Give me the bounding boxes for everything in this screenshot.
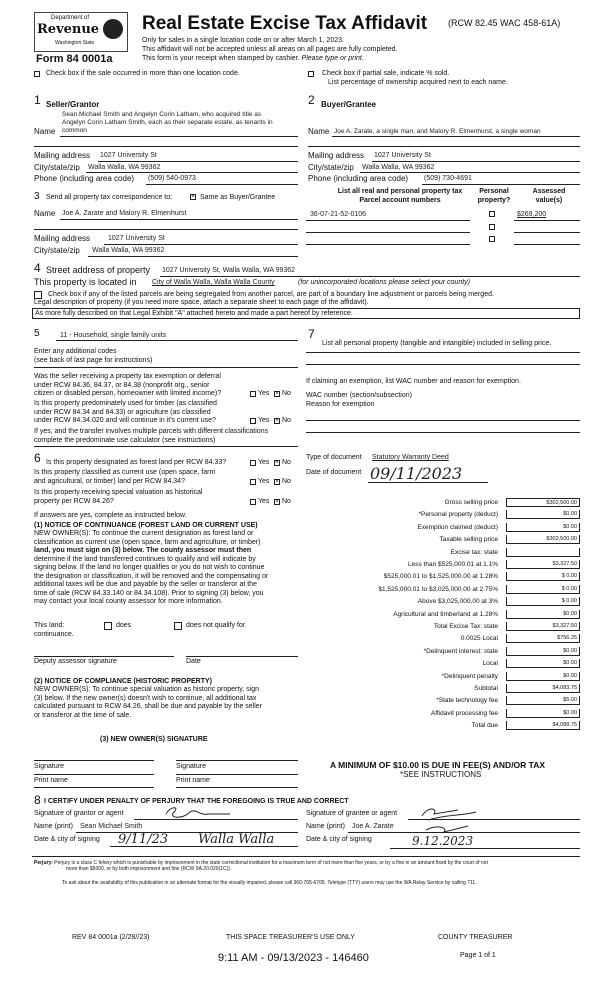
buyer-city-label: City/state/zip bbox=[308, 163, 354, 172]
grantee-sig-label: Signature of grantee or agent bbox=[306, 810, 398, 817]
correspondence-label: Send all property tax correspondence to: bbox=[46, 194, 173, 201]
s6-q1: Is this property designated as forest land per RCW 84.33? bbox=[46, 459, 227, 466]
seller-phone-value[interactable]: (509) 540-0973 bbox=[148, 175, 196, 182]
logo-line-3: Washington State bbox=[55, 40, 95, 46]
calc-row bbox=[306, 535, 582, 546]
logo-emblem-icon bbox=[103, 19, 123, 39]
street-value[interactable]: 1027 University St, Walla Walla, WA 99362 bbox=[162, 267, 296, 274]
s6-q3-yes-label: Yes bbox=[258, 498, 270, 505]
section-4-number: 4 bbox=[34, 261, 41, 275]
rev-number: REV 84 0001a (2/28//23) bbox=[72, 934, 150, 941]
calc-label: 0.0025 Local bbox=[460, 635, 498, 643]
s6-q3-no-checkbox[interactable]: × bbox=[275, 499, 279, 505]
calc-value[interactable]: $0.00 bbox=[506, 647, 580, 656]
notice-compliance-head: (2) NOTICE OF COMPLIANCE (HISTORIC PROPERTY) bbox=[34, 678, 212, 685]
s6-q3: Is this property receiving special valuation as historical property per RCW 84.26? bbox=[34, 489, 203, 505]
logo-line-1: Department of bbox=[51, 15, 90, 21]
calc-value[interactable]: $ 0.00 bbox=[506, 597, 580, 606]
calc-row bbox=[306, 721, 582, 732]
page-title: Real Estate Excise Tax Affidavit bbox=[142, 13, 428, 34]
personal-property-checkbox-3[interactable] bbox=[489, 236, 495, 242]
section-6-number: 6 bbox=[34, 451, 41, 465]
buyer-heading: Buyer/Grantee bbox=[321, 100, 377, 109]
corr-mail-label: Mailing address bbox=[34, 234, 91, 243]
calc-row bbox=[306, 597, 582, 608]
grantor-date-label: Date & city of signing bbox=[34, 836, 100, 843]
section-1-number: 1 bbox=[34, 93, 41, 107]
calc-value[interactable]: $0.00 bbox=[506, 510, 580, 519]
calc-label: $1,525,000.01 to $3,025,000.00 at 2.75% bbox=[378, 585, 498, 593]
personal-property-checkbox-2[interactable] bbox=[489, 224, 495, 230]
calc-value[interactable]: $0.00 bbox=[506, 709, 580, 718]
deputy-sig-label: Deputy assessor signature bbox=[34, 658, 117, 665]
calc-row bbox=[306, 548, 582, 559]
cashier-stamp: 9:11 AM - 09/13/2023 - 146460 bbox=[218, 952, 369, 964]
calc-value[interactable]: $5.00 bbox=[506, 696, 580, 705]
new-owner-sig-head: (3) NEW OWNER(S) SIGNATURE bbox=[100, 736, 208, 743]
s5-q1: Was the seller receiving a property tax exemption or deferral under RCW 84.36, 84.37, or 84.38 (nonprofit org., senior citizen or disabled person, homeowner with limited income)? bbox=[34, 373, 222, 397]
buyer-name-value[interactable]: Joe A. Zarate, a single man, and Malory R. Elmenhurst, a single woman bbox=[334, 128, 541, 135]
calc-label: Less than $525,000.01 at 1.1% bbox=[408, 561, 498, 568]
page-number: Page 1 of 1 bbox=[460, 952, 496, 959]
buyer-phone-value[interactable]: (509) 730-4691 bbox=[424, 175, 472, 182]
personal-property-label: List all personal property (tangible and intangible) included in selling price. bbox=[322, 340, 552, 347]
calc-label: Agricultural and timberland at 1.28% bbox=[393, 610, 498, 618]
multi-location-label: Check box if the sale occurred in more than one location code. bbox=[46, 70, 240, 77]
notice-compliance-body: NEW OWNER(S): To continue special valuation as historic property, sign (3) below. If the new owner(s) doesn't wish to continue, all additional tax calculated pursuant to RCW 84.26, shall be due and payable by the seller or transferor at the time of sale. bbox=[34, 686, 263, 719]
assessed-value-1[interactable]: $269,200 bbox=[517, 211, 547, 218]
calc-label: *Personal property (deduct) bbox=[418, 511, 498, 519]
grantee-date-label: Date & city of signing bbox=[306, 836, 372, 843]
parcel-number-1[interactable]: 36-07-21-52-0106 bbox=[310, 211, 367, 218]
seller-name-1: Sean Michael Smith and Angelyn Corin Latham, who acquired title as bbox=[62, 111, 262, 118]
s5-q2-no-label: No bbox=[282, 417, 291, 424]
calc-row bbox=[306, 523, 582, 534]
buyer-city-value[interactable]: Walla Walla, WA 99362 bbox=[362, 164, 435, 171]
located-note: (for unincorporated locations please select your county) bbox=[298, 279, 470, 286]
s6-q2-no-label: No bbox=[282, 478, 291, 485]
calc-row bbox=[306, 498, 582, 509]
parcel-col2-head: Personal property? bbox=[477, 188, 511, 204]
calc-row bbox=[306, 709, 582, 720]
calc-label: Gross selling price bbox=[444, 499, 498, 506]
calc-label: Exemption claimed (deduct) bbox=[417, 523, 498, 531]
street-label: Street address of property bbox=[46, 265, 151, 275]
grantee-date-value[interactable]: 9.12.2023 bbox=[412, 834, 474, 848]
segregated-label: Check box if any of the listed parcels are being segregated from another parcel, are part of a boundary line adjustment or parcels being merged. bbox=[48, 291, 494, 298]
doc-date-label: Date of document bbox=[306, 469, 362, 476]
corr-mail-value[interactable]: 1027 University St bbox=[108, 235, 165, 242]
owner-print-label-2: Print name bbox=[176, 777, 210, 784]
calc-label: Above $3,025,000.00 at 3% bbox=[417, 598, 498, 606]
grantee-name-value[interactable]: Joe A. Zarate bbox=[352, 823, 394, 830]
dor-logo bbox=[34, 12, 128, 52]
accessibility-text: To ask about the availability of this publication in an alternate format for the visually impaired, please call 360-705-6705. Teletype (TTY) users may use the WA Relay Service by calling 711. bbox=[62, 880, 477, 886]
calc-label: $525,000.01 to $1,525,000.00 at 1.28% bbox=[383, 573, 498, 581]
seller-city-label: City/state/zip bbox=[34, 163, 80, 172]
corr-city-value[interactable]: Walla Walla, WA 99362 bbox=[92, 247, 165, 254]
segregated-checkbox[interactable] bbox=[34, 291, 42, 299]
seller-name-2: Angelyn Corin Latham Smith, each as their separate estate, as tenants in bbox=[62, 119, 273, 126]
calc-label: *State technology fee bbox=[436, 697, 498, 705]
reason-label: Reason for exemption bbox=[306, 401, 375, 408]
calc-row bbox=[306, 684, 582, 695]
exemption-label: If claiming an exemption, list WAC number and reason for exemption. bbox=[306, 378, 521, 385]
seller-city-value[interactable]: Walla Walla, WA 99362 bbox=[88, 164, 161, 171]
notice-continuance-head: (1) NOTICE OF CONTINUANCE (FOREST LAND OR CURRENT USE) bbox=[34, 522, 258, 529]
header-sub-3: This form is your receipt when stamped by cashier. Please type or print. bbox=[142, 55, 364, 62]
calc-row bbox=[306, 572, 582, 583]
land-does-not-checkbox[interactable] bbox=[174, 622, 182, 630]
buyer-name-label: Name bbox=[308, 127, 330, 136]
s6-q1-no-checkbox[interactable]: × bbox=[275, 460, 279, 466]
calc-label: *Delinquent interest: state bbox=[423, 647, 498, 655]
calc-label: Subtotal bbox=[474, 685, 498, 692]
calc-row bbox=[306, 585, 582, 596]
partial-sale-checkbox[interactable] bbox=[308, 71, 314, 77]
s5-note: If yes, and the transfer involves multiple parcels with different classifications complete the predominate use calculator (see instructions) bbox=[34, 428, 269, 444]
calc-value[interactable]: $302,500.00 bbox=[506, 498, 580, 507]
grantor-name-label: Name (print) bbox=[34, 823, 73, 830]
calc-value[interactable]: $4,088.75 bbox=[506, 721, 580, 730]
legal-description-value: As more fully described on that Legal Exhibit "A" attached hereto and made a part hereof by reference. bbox=[35, 310, 353, 317]
calc-value[interactable]: $4,083.75 bbox=[506, 684, 580, 693]
calc-label: Total due bbox=[471, 722, 498, 730]
land-does-not-label: does not qualify for bbox=[186, 622, 246, 629]
calc-label: Taxable selling price bbox=[439, 536, 498, 544]
s6-q2: Is this property classified as current use (open space, farm and agricultural, or timber) land per RCW 84.34? bbox=[34, 469, 216, 485]
calc-value[interactable]: $0.00 bbox=[506, 610, 580, 619]
corr-name-label: Name bbox=[34, 209, 56, 218]
section-3-number: 3 bbox=[34, 191, 40, 202]
see-instructions: *SEE INSTRUCTIONS bbox=[400, 770, 482, 779]
seller-name-3[interactable]: common bbox=[62, 127, 87, 134]
grantee-name-label: Name (print) bbox=[306, 823, 345, 830]
calc-value[interactable]: $3,327.50 bbox=[506, 622, 580, 631]
logo-line-2: Revenue bbox=[37, 22, 100, 37]
s5-q2-yes-label: Yes bbox=[258, 417, 270, 424]
section-2-number: 2 bbox=[308, 93, 315, 107]
minimum-due-note: A MINIMUM OF $10.00 IS DUE IN FEE(S) AND/OR TAX bbox=[330, 760, 546, 770]
calc-label: Local bbox=[482, 660, 498, 668]
same-as-buyer-checkbox[interactable]: × bbox=[191, 194, 195, 200]
grantor-signature[interactable] bbox=[160, 802, 240, 822]
legal-label: Legal description of property (if you need more space, attach a separate sheet to each page of the affidavit). bbox=[34, 299, 369, 306]
calc-value[interactable]: $0.00 bbox=[506, 523, 580, 532]
use-code-value[interactable]: 11 - Household, single family units bbox=[60, 332, 167, 339]
section-8-number: 8 bbox=[34, 793, 41, 807]
personal-property-checkbox-1[interactable] bbox=[489, 211, 495, 217]
add-codes-label: Enter any additional codes (see back of last page for instructions) bbox=[34, 348, 153, 364]
calc-value[interactable]: $ 0.00 bbox=[506, 572, 580, 581]
owner-print-label-1: Print name bbox=[34, 777, 68, 784]
section-7-number: 7 bbox=[308, 327, 315, 341]
partial-sale-label: Check box if partial sale, indicate % sold. bbox=[322, 70, 450, 77]
parcel-col3-head: Assessed value(s) bbox=[532, 188, 566, 204]
this-land-label: This land: continuance. bbox=[34, 622, 74, 638]
partial-pct-label: List percentage of ownership acquired next to each name. bbox=[328, 79, 508, 86]
s5-q1-yes-checkbox[interactable] bbox=[250, 391, 256, 397]
located-label: This property is located in bbox=[34, 277, 137, 287]
section-5-number: 5 bbox=[34, 328, 40, 339]
wac-label: WAC number (section/subsection) bbox=[306, 392, 412, 399]
calc-label: Excise tax: state bbox=[450, 548, 498, 556]
s5-q1-no-checkbox[interactable]: × bbox=[275, 391, 279, 397]
seller-mail-value[interactable]: 1027 University St bbox=[100, 152, 157, 159]
s6-q2-yes-label: Yes bbox=[258, 478, 270, 485]
calc-row bbox=[306, 634, 582, 645]
s6-q1-no-label: No bbox=[282, 459, 291, 466]
s6-q3-yes-checkbox[interactable] bbox=[250, 499, 256, 505]
calc-label: Affidavit processing fee bbox=[430, 709, 498, 717]
calc-row bbox=[306, 610, 582, 621]
deputy-date-label: Date bbox=[186, 658, 201, 665]
owner-sig-label-1: Signature bbox=[34, 763, 64, 770]
s6-q1-yes-label: Yes bbox=[258, 459, 270, 466]
s5-q1-no-label: No bbox=[282, 390, 291, 397]
corr-city-label: City/state/zip bbox=[34, 246, 80, 255]
doc-type-label: Type of document bbox=[306, 454, 362, 461]
calc-value[interactable]: $0.00 bbox=[506, 672, 580, 681]
seller-name-label: Name bbox=[34, 127, 56, 136]
calc-row bbox=[306, 696, 582, 707]
calc-value[interactable]: $ 0.00 bbox=[506, 585, 580, 594]
doc-date-value[interactable]: 09/11/2023 bbox=[370, 464, 463, 483]
calc-value[interactable]: $302,500.00 bbox=[506, 535, 580, 544]
grantor-sig-label: Signature of grantor or agent bbox=[34, 810, 124, 817]
land-does-label: does bbox=[116, 622, 132, 629]
citation: (RCW 82.45 WAC 458-61A) bbox=[448, 18, 561, 28]
header-sub-1: Only for sales in a single location code on or after March 1, 2023. bbox=[142, 37, 344, 44]
buyer-mail-label: Mailing address bbox=[308, 151, 365, 160]
calc-row bbox=[306, 510, 582, 521]
s6-answers: If answers are yes, complete as instructed below. bbox=[34, 512, 187, 519]
county-treasurer: COUNTY TREASURER bbox=[438, 934, 513, 941]
s5-q1-yes-label: Yes bbox=[258, 390, 270, 397]
calc-row bbox=[306, 560, 582, 571]
corr-name-value[interactable]: Joe A. Zarate and Malory R. Elmenhurst bbox=[62, 210, 187, 217]
owner-sig-label-2: Signature bbox=[176, 763, 206, 770]
grantor-date-value[interactable]: 9/11/23 bbox=[118, 832, 169, 847]
multi-location-checkbox[interactable] bbox=[34, 71, 40, 77]
grantor-name-value[interactable]: Sean Michael Smith bbox=[80, 823, 143, 830]
calc-row bbox=[306, 672, 582, 683]
located-value[interactable]: City of Walla Walla, Walla Walla County bbox=[152, 279, 275, 286]
buyer-mail-value[interactable]: 1027 University St bbox=[374, 152, 431, 159]
calc-row bbox=[306, 622, 582, 633]
s6-q3-no-label: No bbox=[282, 498, 291, 505]
seller-mail-label: Mailing address bbox=[34, 151, 91, 160]
notice-continuance-body: NEW OWNER(S): To continue the current designation as forest land or classification as current use (open space, farm and agriculture, or timber) land, you must sign on (3) below. The county assessor must then determine if the land transferred continues to qualify and will indicate by signing below. If the land no longer qualifies or you do not wish to continue the designation or classification, it will be removed and the compensating or additional taxes will be due and payable by the seller or transferor at the time of sale (RCW 84.33.140 or 84.34.108). Prior to signing (3) below, you may contact your local county assessor for more information. bbox=[34, 530, 269, 605]
s6-q2-yes-checkbox[interactable] bbox=[250, 479, 256, 485]
buyer-phone-label: Phone (including area code) bbox=[308, 174, 409, 183]
s5-q2-yes-checkbox[interactable] bbox=[250, 418, 256, 424]
same-as-buyer-label: Same as Buyer/Grantee bbox=[200, 194, 276, 201]
calc-label: *Delinquent penalty bbox=[441, 672, 498, 680]
calc-value[interactable]: $0.00 bbox=[506, 659, 580, 668]
calc-row bbox=[306, 647, 582, 658]
calc-value[interactable] bbox=[506, 548, 580, 557]
land-does-checkbox[interactable] bbox=[104, 622, 112, 630]
s6-q1-yes-checkbox[interactable] bbox=[250, 460, 256, 466]
parcel-col1-head: List all real and personal property tax Parcel account numbers bbox=[337, 188, 463, 204]
calc-row bbox=[306, 659, 582, 670]
seller-heading: Seller/Grantor bbox=[46, 100, 100, 109]
form-number: Form 84 0001a bbox=[36, 53, 113, 65]
legal-description-box[interactable] bbox=[32, 308, 580, 319]
s5-q2-no-checkbox[interactable]: × bbox=[275, 418, 279, 424]
seller-phone-label: Phone (including area code) bbox=[34, 174, 135, 183]
s5-q2: Is this property predominately used for timber (as classified under RCW 84.34 and 84.33) or agriculture (as classified under RCW 84.34.020 and will continue in it's current use? bbox=[34, 400, 217, 424]
calc-label: Total Excise Tax: state bbox=[433, 623, 498, 630]
certify-heading: I CERTIFY UNDER PENALTY OF PERJURY THAT THE FOREGOING IS TRUE AND CORRECT bbox=[44, 798, 349, 805]
treasurer-use-only: THIS SPACE TREASURER'S USE ONLY bbox=[226, 934, 355, 941]
calc-value[interactable]: $3,327.50 bbox=[506, 560, 580, 569]
doc-type-value[interactable]: Statutory Warranty Deed bbox=[372, 454, 449, 461]
header-sub-2: This affidavit will not be accepted unless all areas on all pages are fully completed. bbox=[142, 46, 398, 53]
grantor-city-value[interactable]: Walla Walla bbox=[198, 832, 275, 847]
perjury-text: Perjury: Perjury is a class C felony which is punishable by imprisonment in the state correctional institution for a maximum term of not more than five years, or by a fine in an amount fixed by the court of not more than $5000, or by both imprisonment and fine (RCW 9A.20.020(1C)). bbox=[34, 860, 488, 872]
s6-q2-no-checkbox[interactable]: × bbox=[275, 479, 279, 485]
calc-value[interactable]: $756.25 bbox=[506, 634, 580, 643]
